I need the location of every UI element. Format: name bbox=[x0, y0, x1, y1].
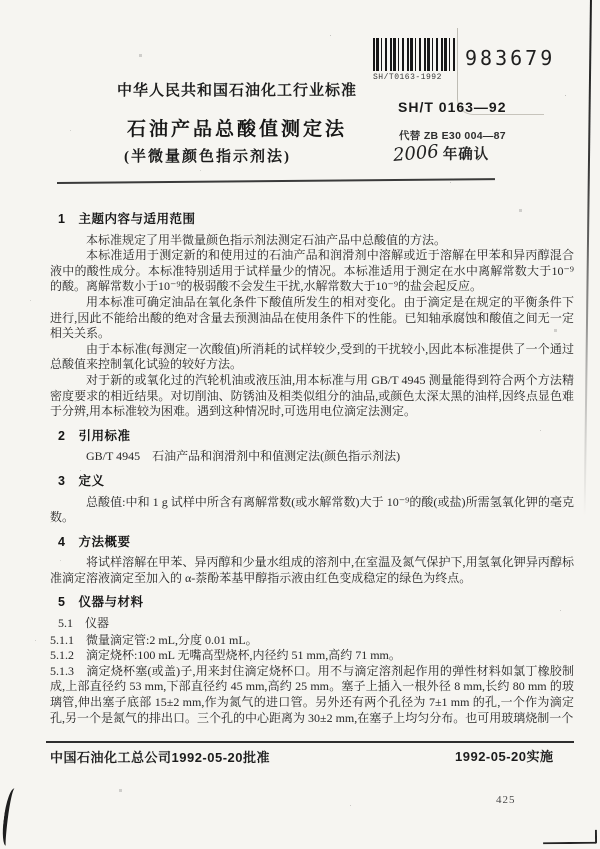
document-title: 石油产品总酸值测定法 bbox=[127, 119, 348, 140]
document-subtitle: (半微量颜色指示剂法) bbox=[124, 149, 291, 165]
item-5-1-1: 5.1.1 微量滴定管:2 mL,分度 0.01 mL。 bbox=[50, 632, 258, 647]
confirmation-year-handwritten: 2006 bbox=[392, 141, 440, 166]
method-paragraph: 将试样溶解在甲苯、异丙醇和少量水组成的溶剂中,在室温及氮气保护下,用氢氧化钾异丙醇标准滴定溶液滴定至加入的 α-萘酚苯基甲醇指示液由红色变成稳定的绿色为终点。 bbox=[50, 555, 574, 585]
definition-paragraph: 总酸值:中和 1 g 试样中所含有离解常数(或水解常数)大于 10⁻⁹的酸(或盐)所需氢氧化钾的毫克数。 bbox=[50, 494, 574, 525]
scan-edge-bottom-left bbox=[1, 787, 20, 846]
paragraph: 本标准规定了用半微量颜色指示剂法测定石油产品中总酸值的方法。 bbox=[86, 232, 447, 247]
item-5-1-3: 5.1.3 滴定烧杯塞(或盖)子,用来封住滴定烧杯口。用不与滴定溶剂起作用的弹性材料如氯丁橡胶制成,上部直径约 53 mm,下部直径约 45 mm,高约 25 mm。塞子上插入一根外径 8 mm,长约 80 mm 的玻璃管,伸出塞子底部 15±2 mm,作为氮气的进口管。另外还有两个孔径为 7±1 mm 的孔,一个作为滴定孔,另一个是氮气的排出口。三个孔的中心距离为 30±2 mm,在塞子上均匀分布。也可用玻璃烧制一个 bbox=[50, 663, 574, 725]
paragraph: 用本标准可确定油品在氧化条件下酸值所发生的相对变化。由于滴定是在规定的平衡条件下进行,因此不能给出酸的绝对含量去预测油品在使用条件下的性能。已知轴承腐蚀和酸值之间无一定相关关系。 bbox=[50, 294, 574, 341]
section-heading-5: 5 仪器与材料 bbox=[58, 595, 144, 610]
footer-approval: 中国石油化工总公司1992-05-20批准 bbox=[50, 750, 270, 765]
confirmation-suffix: 年确认 bbox=[442, 147, 490, 163]
standard-number: SH/T 0163—92 bbox=[398, 99, 507, 115]
page-number: 425 bbox=[496, 794, 516, 806]
scan-noise-specks bbox=[0, 0, 1, 1]
subsection-heading-5-1: 5.1 仪器 bbox=[58, 616, 110, 631]
section-heading-2: 2 引用标准 bbox=[58, 428, 131, 443]
scan-edge-bottom-right bbox=[543, 830, 597, 845]
header-divider bbox=[57, 178, 495, 184]
standard-org-line: 中华人民共和国石油化工行业标准 bbox=[117, 82, 358, 99]
scan-edge-right bbox=[584, 0, 592, 516]
confirmation-note bbox=[393, 143, 489, 164]
section-heading-1: 1 主题内容与适用范围 bbox=[58, 212, 196, 226]
paragraph: 对于新的或氧化过的汽轮机油或液压油,用本标准与用 GB/T 4945 测量能得到符合两个方法精密度要求的相近结果。对切削油、防锈油及相类似组分的油品,或颜色太深太黑的油样,因终点显色难于分辨,用本标准较为困难。遇到这种情况时,可选用电位滴定法测定。 bbox=[50, 372, 574, 419]
section-heading-4: 4 方法概要 bbox=[58, 534, 131, 549]
document-body bbox=[50, 203, 574, 726]
stamp-number: 983679 bbox=[465, 46, 556, 70]
footer-divider bbox=[46, 741, 574, 743]
footer-implementation: 1992-05-20实施 bbox=[455, 749, 554, 764]
item-5-1-2: 5.1.2 滴定烧杯:100 mL 无嘴高型烧杯,内径约 51 mm,高约 71 mm。 bbox=[50, 648, 401, 663]
paragraph: 由于本标准(每测定一次酸值)所消耗的试样较少,受到的干扰较小,因此本标准提供了一个通过总酸值来控制氧化试验的较好方法。 bbox=[50, 341, 574, 372]
section-heading-3: 3 定义 bbox=[58, 473, 105, 488]
barcode-icon bbox=[373, 38, 457, 71]
replaces-note: 代替 ZB E30 004—87 bbox=[399, 130, 506, 142]
reference-entry: GB/T 4945 石油产品和润滑剂中和值测定法(颜色指示剂法) bbox=[86, 449, 401, 464]
paragraph: 本标准适用于测定新的和使用过的石油产品和润滑剂中溶解或近于溶解在甲苯和异丙醇混合液中的酸性成分。本标准特别适用于试样量少的情况。本标准适用于测定在水中离解常数大于10⁻⁹的酸。离解常数小于10⁻⁹的极弱酸不会发生干扰,水解常数大于10⁻⁹的盐会起反应。 bbox=[50, 248, 574, 294]
barcode-label: SH/T0163-1992 bbox=[373, 73, 442, 82]
